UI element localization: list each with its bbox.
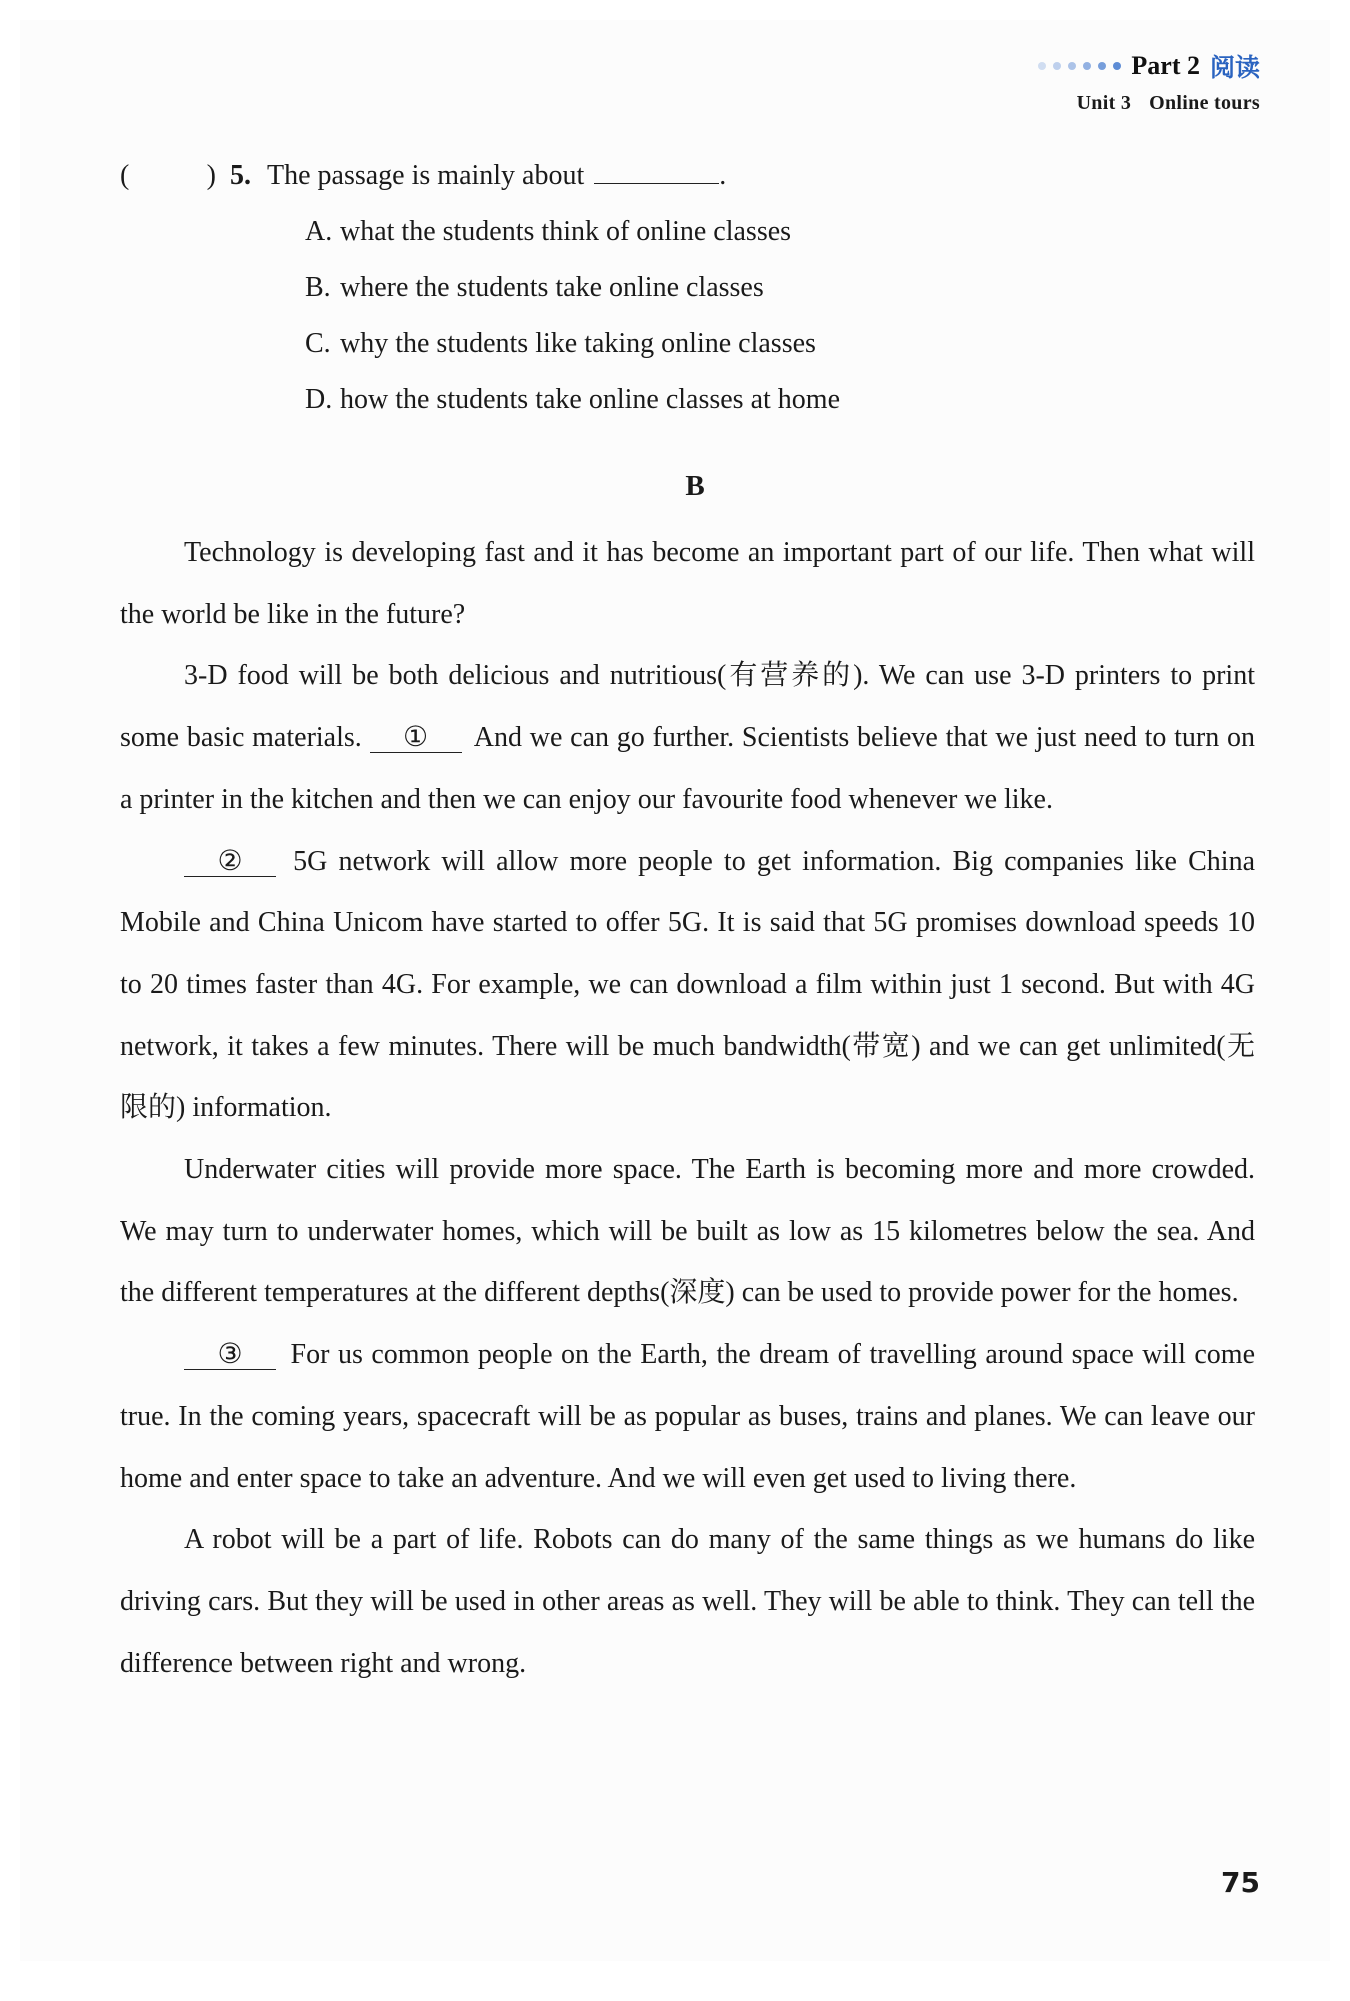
option-letter: D. [305,384,333,415]
option-c [305,328,840,360]
gap-1[interactable]: ① [370,724,462,753]
passage [120,522,1255,1694]
option-text: how the students take online classes at home [340,384,840,415]
question-stem: The passage is mainly about [267,160,585,191]
paragraph-2-part-a: 3-D food will be both delicious and nutritious(有营养的). We can use 3-D printers to print some basic materials. [120,660,1255,754]
option-b [305,272,840,304]
option-text: why the students like taking online classes [340,328,816,359]
unit-title: Online tours [1149,92,1260,114]
decorative-dots [1038,62,1121,70]
unit-line [1038,92,1260,115]
page-number: 75 [1221,1866,1260,1899]
paragraph-3 [120,831,1255,1140]
page-header [1038,48,1260,115]
option-text: what the students think of online classes [340,216,792,247]
gap-2[interactable]: ② [184,848,276,877]
dot-icon [1068,62,1076,70]
question-5 [120,160,840,416]
option-text: where the students take online classes [340,272,764,303]
paragraph-2-part-b: And we can go further. Scientists believe that we just need to turn on a printer in the kitchen and then we can enjoy our favourite food whenever we like. [120,722,1255,815]
dot-icon [1038,62,1046,70]
stem-end: . [719,160,727,191]
paragraph-6: A robot will be a part of life. Robots can do many of the same things as we humans do like driving cars. But they will be used in other areas as well. They will be able to think. They can tell the difference between right and wrong. [120,1524,1255,1679]
answer-bracket[interactable] [120,160,216,192]
part-chinese-label: 阅读 [1209,53,1260,82]
dot-icon [1083,62,1091,70]
question-number: 5. [230,160,251,191]
paragraph-4: Underwater cities will provide more space. The Earth is becoming more and more crowded. We may turn to underwater homes, which will be built as low as 15 kilometres below the sea. And the different temperatures at the different depths(深度) can be used to provide power for the homes. [120,1154,1255,1309]
dot-icon [1098,62,1106,70]
part-label: Part 2 [1131,51,1200,80]
option-a [305,216,840,248]
option-letter: A. [305,216,333,247]
bracket-open: ( [120,160,130,191]
dot-icon [1053,62,1061,70]
paragraph-5 [120,1324,1255,1509]
workbook-page [20,20,1330,1961]
option-d [305,384,840,416]
paragraph-1: Technology is developing fast and it has become an important part of our life. Then what will the world be like in the future? [120,537,1255,630]
option-letter: C. [305,328,331,359]
option-letter: B. [305,272,331,303]
dot-icon [1113,62,1121,70]
paragraph-2 [120,645,1255,830]
section-heading: B [685,470,705,502]
paragraph-5-text: For us common people on the Earth, the dream of travelling around space will come true. In the coming years, spacecraft will be as popular as buses, trains and planes. We can leave our home and enter space to take an adventure. And we will even get used to living there. [120,1339,1256,1494]
paragraph-3-text: 5G network will allow more people to get information. Big companies like China Mobile and China Unicom have started to offer 5G. It is said that 5G promises download speeds 10 to 20 times faster than 4G. For example, we can download a film within just 1 second. But with 4G network, it takes a few minutes. There will be much bandwidth(带宽) and we can get unlimited(无限的) information. [120,845,1256,1124]
unit-label: Unit 3 [1076,92,1132,114]
gap-3[interactable]: ③ [184,1341,276,1370]
answer-blank [594,161,719,184]
bracket-close: ) [206,160,216,191]
